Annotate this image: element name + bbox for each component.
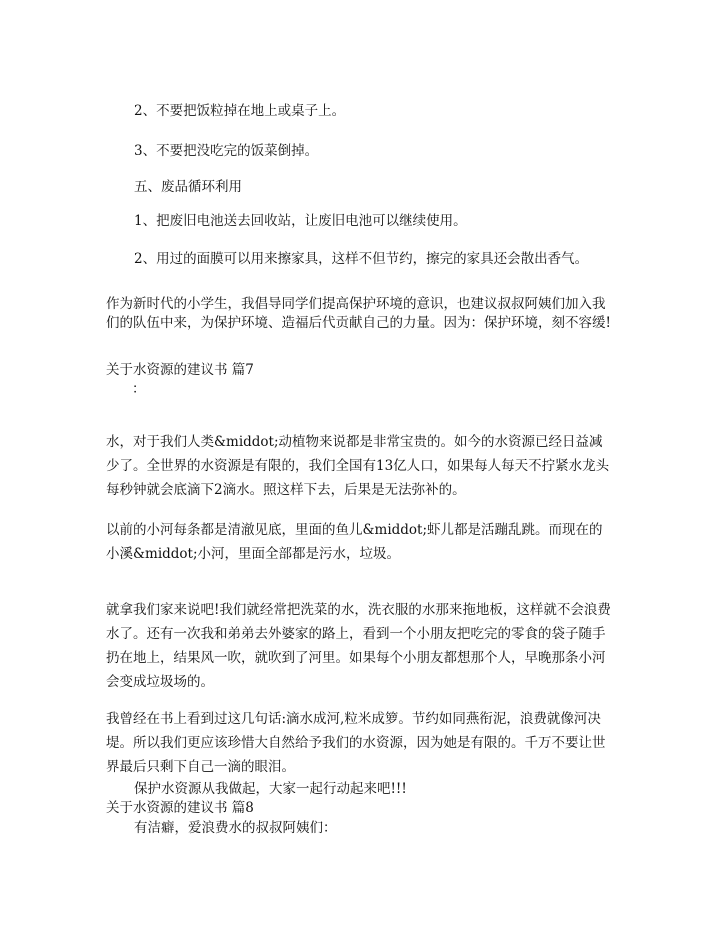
essay-7-paragraph-4: 我曾经在书上看到过这几句话:滴水成河,粒米成箩。节约如同燕衔泥，浪费就像河决堤。所以我们更应该珍惜大自然给予我们的水资源，因为她是有限的。千万不要让世界最后只剩下自己一滴的眼泪。 xyxy=(106,711,606,775)
essay-7-paragraph-3: 就拿我们家来说吧!我们就经常把洗菜的水，洗衣服的水那来拖地板，这样就不会浪费水了。还有一次我和弟弟去外婆家的路上，看到一个小朋友把吃完的零食的袋子随手扔在地上，结果风一吹，就吹到了河里。如果每个小朋友都想那个人，早晚那条小河会变成垃圾场的。 xyxy=(106,602,611,690)
essay-8-greeting: 有洁癖，爱浪费水的叔叔阿姨们： xyxy=(134,820,337,836)
closing-paragraph: 作为新时代的小学生，我倡导同学们提高保护环境的意识，也建议叔叔阿姨们加入我们的队伍中来，为保护环境、造福后代贡献自己的力量。因为：保护环境，刻不容缓! xyxy=(106,296,611,331)
list-item-3: 3、不要把没吃完的饭菜倒掉。 xyxy=(134,143,319,159)
essay-7-paragraph-2: 以前的小河每条都是清澈见底，里面的鱼儿&middot;虾儿都是活蹦乱跳。而现在的小溪&middot;小河，里面全部都是污水，垃圾。 xyxy=(106,522,603,562)
list-item-5-1: 1、把废旧电池送去回收站，让废旧电池可以继续使用。 xyxy=(134,213,467,229)
essay-7-paragraph-1: 水，对于我们人类&middot;动植物来说都是非常宝贵的。如今的水资源已经日益减少了。全世界的水资源是有限的，我们全国有13亿人口，如果每人每天不拧紧水龙头每秒钟就会底滴下2滴水。照这样下去，后果是无法弥补的。 xyxy=(106,434,610,498)
essay-8-heading: 关于水资源的建议书 篇8 xyxy=(106,800,254,816)
essay-7-colon: ： xyxy=(132,381,146,397)
essay-7-heading: 关于水资源的建议书 篇7 xyxy=(106,362,254,378)
section-heading-5: 五、废品循环利用 xyxy=(134,179,242,195)
list-item-5-2: 2、用过的面膜可以用来擦家具，这样不但节约，擦完的家具还会散出香气。 xyxy=(134,251,589,267)
essay-7-paragraph-5: 保护水资源从我做起，大家一起行动起来吧!!! xyxy=(134,781,407,797)
list-item-2: 2、不要把饭粒掉在地上或桌子上。 xyxy=(134,103,346,119)
